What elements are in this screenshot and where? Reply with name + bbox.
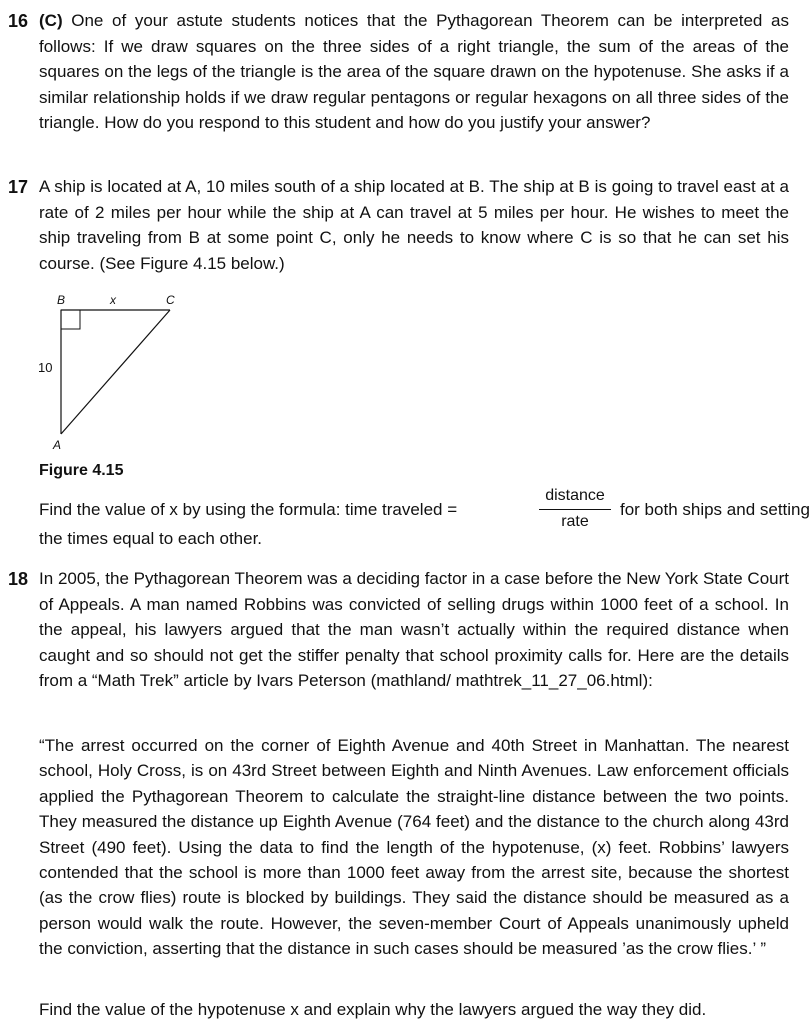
problem-text [39,8,789,136]
label-10: 10 [38,360,53,375]
formula-prefix: Find the value of x by using the formula: time traveled = [39,500,458,519]
figure-caption: Figure 4.15 [39,462,124,479]
right-angle-marker [61,310,80,329]
fraction-numerator: distance [545,487,605,504]
label-x: x [110,293,116,307]
fraction-bar [539,509,611,510]
challenge-tag: (C) [39,11,63,30]
problem-body: One of your astute students notices that the Pythagorean Theorem can be interpreted as follows: If we draw squares on the three sides of a right triangle, the sum of the areas of the squares on the legs of the triangle is the area of the square drawn on the hypotenuse. She asks if a similar relationship holds if we draw regular pentagons or regular hexagons on all three sides of the triangle. How do you respond to this student and how do you justify your answer? [39,11,789,133]
formula-line [39,486,810,530]
problem-body: A ship is located at A, 10 miles south of a ship located at B. The ship at B is going to travel east at a rate of 2 miles per hour while the ship at A can travel at 5 miles per hour. He wishes to meet the ship traveling from B at some point C, only he needs to know where C is so that he can set his course. (See Figure 4.15 below.) [39,177,789,273]
problem-number: 18 [8,569,29,589]
problem-body: In 2005, the Pythagorean Theorem was a deciding factor in a case before the New York State Court of Appeals. A man named Robbins was convicted of selling drugs within 1000 feet of a school. In the appeal, his lawyers argued that the man wasn’t actually within the required distance when caught and so should not get the stiffer penalty that school proximity calls for. Here are the details from a “Math Trek” article by Ivars Peterson (mathland/ mathtrek_11_27_06.html): [39,569,789,691]
formula-suffix: for both ships and setting [620,500,810,519]
problem-number: 17 [8,177,29,197]
label-a: A [53,438,62,452]
formula-line-2: the times equal to each other. [39,529,263,548]
figure-4-15 [30,288,230,458]
label-b: B [57,293,66,307]
label-c: C [166,293,175,307]
fraction-denominator: rate [561,513,589,530]
final-question: Find the value of the hypotenuse x and explain why the lawyers argued the way they did. [39,1000,707,1019]
problem-number: 16 [8,11,29,31]
article-quote: “The arrest occurred on the corner of Eighth Avenue and 40th Street in Manhattan. The nearest school, Holy Cross, is on 43rd Street between Eighth and Ninth Avenues. Law enforcement officials applied the Pythagorean Theorem to calculate the straight-line distance between the two points. They measured the distance up Eighth Avenue (764 feet) and the distance to the church along 43rd Street (490 feet). Using the data to find the length of the hypotenuse, (x) feet. Robbins’ lawyers contended that the school is more than 1000 feet away from the arrest site, because the shortest (as the crow flies) route is blocked by buildings. They said the distance should be measured as a person would walk the route. However, the seven-member Court of Appeals unanimously upheld the conviction, asserting that the distance in such cases should be measured ’as the crow flies.’ ” [39,736,789,959]
